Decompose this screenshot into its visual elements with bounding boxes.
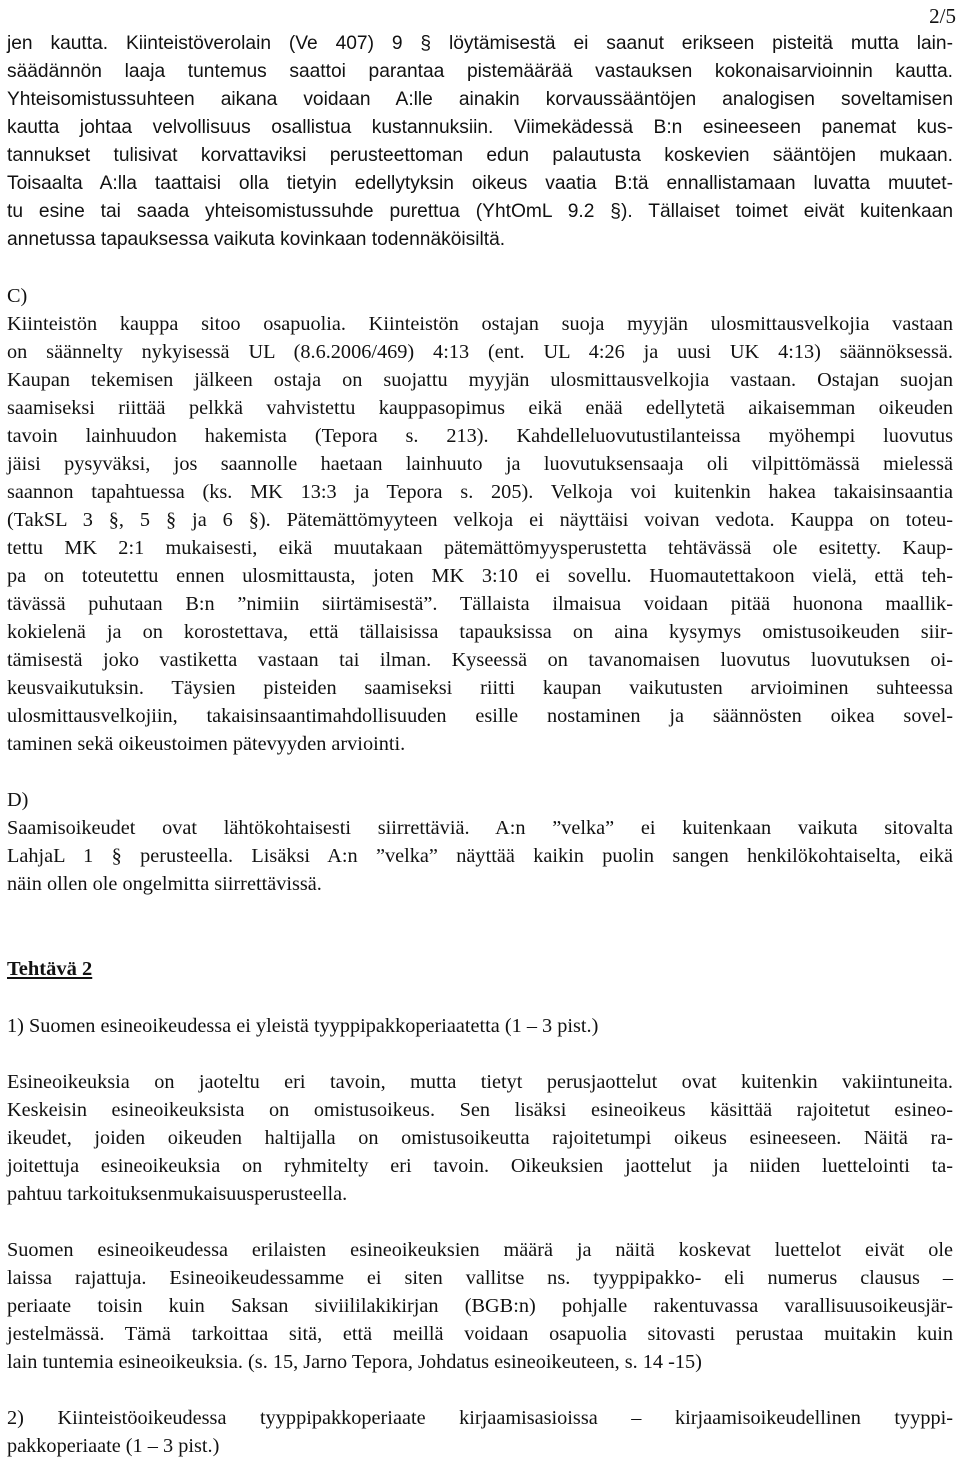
text-line: on säännelty nykyisessä UL (8.6.2006/469) 4:13 (ent. UL 4:26 ja uusi UK 4:13) säännöksessä. [7,341,953,363]
text-line: Suomen esineoikeudessa erilaisten esineoikeuksien määrä ja näitä koskevat luettelot eivät ole [7,1239,953,1261]
text-line: kokielenä ja on korostettava, että tällaisissa tapauksissa on aina kysymys omistusoikeuden siir- [7,621,953,643]
page-number: 2/5 [929,4,956,28]
text-line: Toisaalta A:lla taattaisi olla tietyin edellytyksin oikeus vaatia B:tä ennallistamaan luvatta muutet- [7,173,953,194]
section-heading: Tehtävä 2 [7,958,93,980]
text-line: tu esine tai saada yhteisomistussuhde purettua (YhtOmL 9.2 §). Tällaiset toimet eivät kuitenkaan [7,201,953,222]
text-line: tavoin lainhuudon hakemista (Tepora s. 213). Kahdelleluovutustilanteissa myöhempi luovutus [7,425,953,447]
text-line: pakkoperiaate (1 – 3 pist.) [7,1435,220,1457]
text-line: Yhteisomistussuhteen aikana voidaan A:lle ainakin korvaussääntöjen analogisen soveltamisen [7,89,953,110]
text-line: pahtuu tarkoituksenmukaisuusperusteella. [7,1183,348,1205]
text-line: laissa rajattuja. Esineoikeudessamme ei siten vallitse ns. tyyppipakko- eli numerus clausus – [7,1267,953,1289]
text-line: tämisestä joko vastiketta vastaan tai ilman. Kyseessä on tavanomaisen luovutus luovutuksen oi- [7,649,953,671]
text-line: tannukset tulisivat korvattaviksi perusteettoman edun palautusta koskevien sääntöjen mukaan. [7,145,953,166]
text-line: säädännön laaja tuntemus saattoi parantaa pistemäärää vastauksen kokonaisarvioinnin kautta. [7,61,953,82]
text-line: Kaupan tekemisen jälkeen ostaja on suojattu myyjän ulosmittausvelkojia vastaan. Ostajan suojan [7,369,953,391]
text-line: C) [7,285,28,307]
text-line: ulosmittausvelkojiin, takaisinsaantimahdollisuuden esille nostaminen ja säännösten oikea sovel- [7,705,953,727]
text-line: Keskeisin esineoikeuksista on omistusoikeus. Sen lisäksi esineoikeus käsittää rajoitetut esineo- [7,1099,953,1121]
text-line: keusvaikutuksin. Täysien pisteiden saamiseksi riitti kaupan vaikutusten arvioiminen suhteessa [7,677,953,699]
text-line: Saamisoikeudet ovat lähtökohtaisesti siirrettäviä. A:n ”velka” ei kuitenkaan vaikuta sitovalta [7,817,953,839]
text-line: periaate toisin kuin Saksan siviililakikirjan (BGB:n) pohjalle rakentuvassa varallisuusoikeusjär- [7,1295,953,1317]
text-line: D) [7,789,29,811]
text-line: saannon tapahtuessa (ks. MK 13:3 ja Tepora s. 205). Velkoja voi kuitenkin hakea takaisinsaantia [7,481,953,503]
text-line: ikeudet, joiden oikeuden haltijalla on omistusoikeutta rajoitetumpi oikeus esineeseen. Näitä ra- [7,1127,953,1149]
text-line: annetussa tapauksessa vaikuta kovinkaan todennäköisiltä. [7,229,506,250]
text-line: Kiinteistön kauppa sitoo osapuolia. Kiinteistön ostajan suoja myyjän ulosmittausvelkojia vastaan [7,313,953,335]
text-line: 2) Kiinteistöoikeudessa tyyppipakkoperiaate kirjaamisasioissa – kirjaamisoikeudellinen tyyppi- [7,1407,953,1429]
text-line: kautta johtaa velvollisuus osallistua kustannuksiin. Viimekädessä B:n esineeseen panemat kus- [7,117,953,138]
text-line: LahjaL 1 § perusteella. Lisäksi A:n ”velka” näyttää kaikin puolin sangen henkilökohtaiselta, eikä [7,845,953,867]
text-line: Esineoikeuksia on jaoteltu eri tavoin, mutta tietyt perusjaottelut ovat kuitenkin vakiintuneita. [7,1071,953,1093]
text-line: jäisi pysyväksi, jos saannolle haetaan lainhuuto ja luovutuksensaaja oli vilpittömässä mielessä [7,453,953,475]
text-line: taminen sekä oikeustoimen pätevyyden arviointi. [7,733,406,755]
text-line: saamiseksi riittää pelkkä vahvistettu kauppasopimus eikä enää edellytetä aikaisemman oikeuden [7,397,953,419]
text-line: pa on toteutettu ennen ulosmittausta, joten MK 3:10 ei sovellu. Huomautettakoon vielä, että teh- [7,565,953,587]
text-line: näin ollen ole ongelmitta siirrettävissä. [7,873,322,895]
text-line: (TakSL 3 §, 5 § ja 6 §). Pätemättömyyteen velkoja ei näyttäisi voivan vedota. Kauppa on toteu- [7,509,953,531]
text-line: lain tuntemia esineoikeuksia. (s. 15, Jarno Tepora, Johdatus esineoikeuteen, s. 14 -15) [7,1351,702,1373]
text-line: tettu MK 2:1 mukaisesti, eikä muutakaan pätemättömyysperustetta tehtävässä ole esitetty. Kaup- [7,537,953,559]
text-line: joitettuja esineoikeuksia on ryhmitelty eri tavoin. Oikeuksien jaottelut ja niiden luettelointi ta- [7,1155,953,1177]
text-line: 1) Suomen esineoikeudessa ei yleistä tyyppipakkoperiaatetta (1 – 3 pist.) [7,1015,599,1037]
text-line: jestelmässä. Tämä tarkoittaa sitä, että meillä voidaan osapuolia sitovasti perustaa muitakin kuin [7,1323,953,1345]
text-line: tävässä puhutaan B:n ”nimiin siirtämisestä”. Tällaista ilmaisua voidaan pitää huonona maallik- [7,593,953,615]
text-line: jen kautta. Kiinteistöverolain (Ve 407) 9 § löytämisestä ei saanut erikseen pisteitä mutta lain- [7,33,953,54]
